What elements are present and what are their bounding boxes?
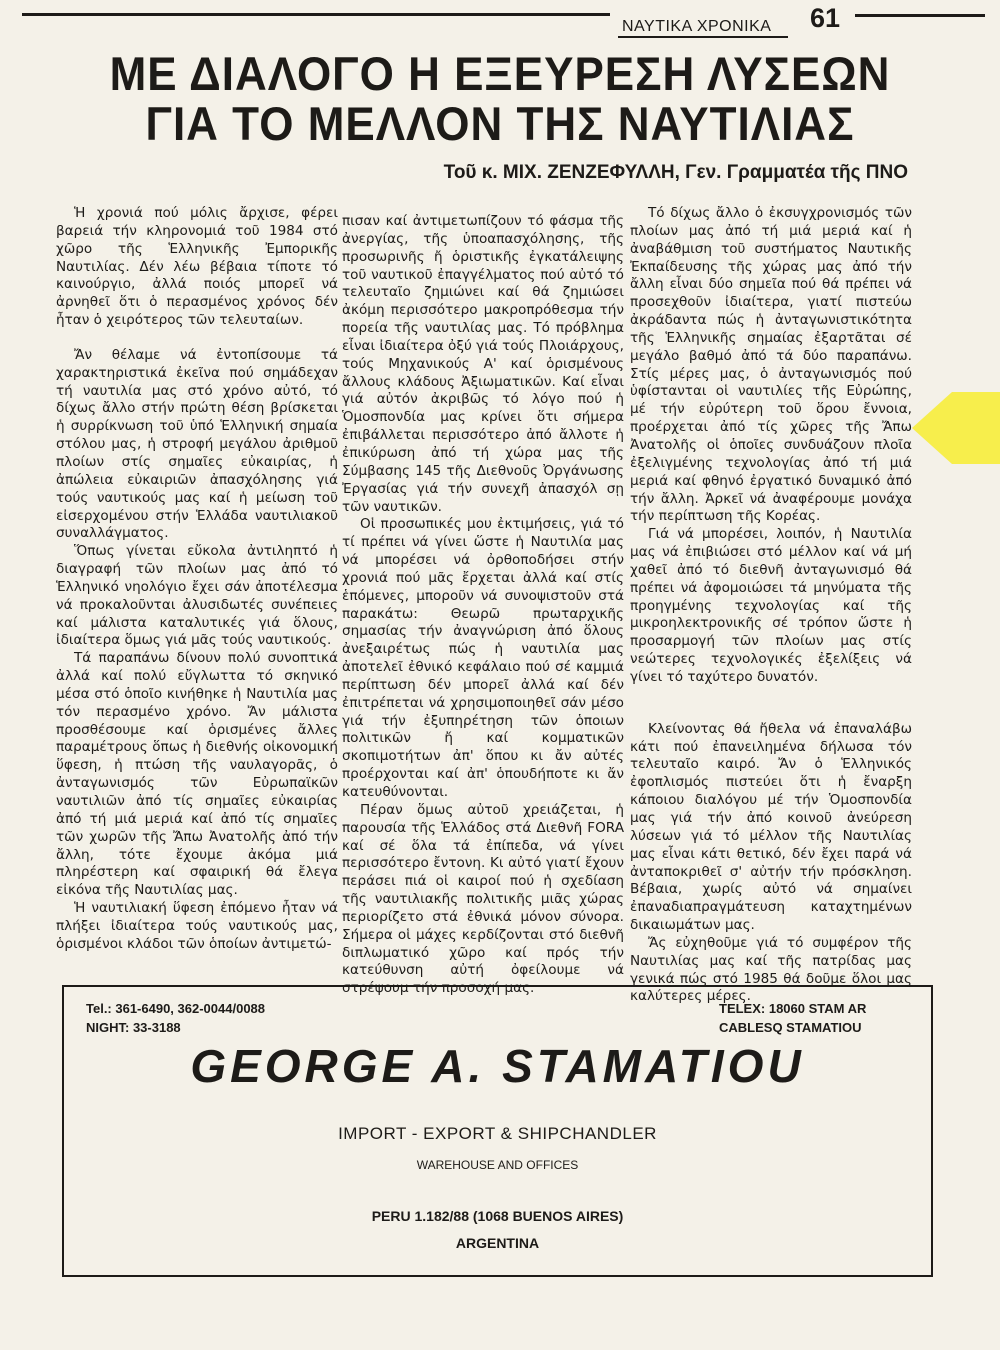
publication-name: ΝΑΥΤΙΚΑ ΧΡΟΝΙΚΑ	[622, 18, 772, 35]
ad-telephone: Tel.: 361-6490, 362-0044/0088	[86, 1001, 266, 1016]
ad-telex: TELEX: 18060 STAM AR	[719, 1001, 867, 1016]
paragraph: Οἱ προσωπικές μου ἐκτιμήσεις, γιά τό τί πρέπει νά γίνει ὥστε ἡ Ναυτιλία μας νά μπορέσει νά ὀρθοποδήσει στήν χρονιά πού μᾶς ἔρχεται ἀλλά καί στίς ἑπόμενες, μποροῦν νά συνοψιστοῦν στά παρακάτω: Θεωρῶ πρωταρχικῆς σημασίας τήν ἀναγνώριση ἀπό ὅλους ἀνεξαιρέτως πώς ἡ ναυτιλία μας ἀποτελεῖ ἐθνικό κεφάλαιο πού σέ καμμιά περίπτωση δέν μπορεῖ ἀλλά καί δέν ἐπιτρέπεται νά χρησιμοποιηθεῖ σάν μέσο γιά τήν ἐξυπηρέτηση τῶν ὁποιων πολιτικῶν ἤ καί κομματικῶν σκοπιμοτήτων ἀπ' ὅπου κι ἄν αὐτές προέρχονται καί ἀπ' ὁπουδήποτε κι ἄν κατευθύνονται.	[342, 516, 624, 800]
header-rule-right	[855, 14, 985, 17]
paragraph: Πέραν ὅμως αὐτοῦ χρειάζεται, ἡ παρουσία τῆς Ἑλλάδος στά Διεθνῆ FORA καί σέ ὅλα τά ἐπίπεδα, νά γίνει περισσότερο ἔντονη. Κι αὐτό γιατί ἔχουν περάσει πιά οἱ καιροί πού ἡ σχεδίαση τῆς ναυτιλιακῆς πολιτικῆς μιᾶς χώρας περιορίζετο στά ἐθνικά μόνον σύνορα. Σήμερα οἱ μάχες κερδίζονται στό διεθνῆ διπλωματικό χῶρο καί πρός τήν κατεύθυνση αὐτή ὀφείλουμε νά στρέψουμ τήν προσοχή μας.	[342, 801, 624, 997]
paragraph: Ἡ χρονιά πού μόλις ἄρχισε, φέρει βαρειά τήν κληρονομιά τοῦ 1984 στό χῶρο τῆς Ἑλληνικῆς Ἐμπορικῆς Ναυτιλίας. Δέν λέω βέβαια τίποτε τό καινούργιο, ἀλλά ποιός μπορεῖ νά ἀρνηθεῖ ὅτι ὁ περασμένος χρόνος δέν ἦταν ὁ χειρότερος τῶν τελευταίων.	[56, 205, 338, 329]
paragraph: πισαν καί ἀντιμετωπίζουν τό φάσμα τῆς ἀνεργίας, τῆς ὑποαπασχόλησης, τῆς προσωρινῆς ἤ ὁριστικῆς ἐγκατάλειψης τοῦ ναυτικοῦ ἐπαγγέλματος πού αὐτό τό τελευταῖο ζημιώνει καί θά ζημιώσει ἀκόμη περισσότερο μακροπρόθεσμα τήν πορεία τῆς ναυτιλίας μας. Τό πρόβλημα εἶναι ἰδιαίτερα ὀξύ γιά τούς Πλοιάρχους, τούς Μηχανικούς Α' καί ὁρισμένους ἄλλους κλάδους Ἀξιωματικῶν. Καί εἶναι γιά αὐτόν ἀκριβῶς τό λόγο πού ἡ Ὁμοσπονδία μας κρίνει ὅτι σήμερα ἐπιβάλλεται περισσότερο ἀπό ἄλλοτε ἡ ἐπικύρωση ἀπό τή χώρα μας τῆς Σύμβασης 145 τῆς Διεθνοῦς Ὀργάνωσης Ἐργασίας γιά τήν συνεχῆ ἀπασχόλ σῃ τῶν ναυτικῶν.	[342, 213, 624, 515]
article-title	[60, 50, 940, 150]
paragraph: Ὅπως γίνεται εὔκολα ἀντιληπτό ἡ διαγραφή τῶν πλοίων μας ἀπό τό Ἑλληνικό νηολόγιο ἔχει σάν ἀποτέλεσμα νά προκαλοῦνται ἀλυσιδωτές συνέπειες καί μάλιστα καταλυτικές γιά ὅλους, ἰδιαίτερα ὅμως γιά μᾶς τούς ναυτικούς.	[56, 543, 338, 649]
ad-night-phone: NIGHT: 33-3188	[86, 1020, 181, 1035]
article-column-1	[56, 205, 338, 954]
paragraph: Ἄς εὐχηθοῦμε γιά τό συμφέρον τῆς Ναυτιλίας μας καί τῆς πατρίδας μας γενικά πώς στό 1985 θά δοῦμε ὅλοι μας καλύτερες μέρες.	[630, 934, 912, 1005]
paragraph: Ἡ ναυτιλιακή ὕφεση ἐπόμενο ἦταν νά πλήξει ἰδιαίτερα τούς ναυτικούς μας, ὁρισμένοι κλάδοι τῶν ὁποίων ἀντιμετώ-	[56, 900, 338, 952]
paragraph: Τό δίχως ἄλλο ὁ ἐκσυγχρονισμός τῶν πλοίων μας ἀπό τή μιά μεριά καί ἡ ἀναβάθμιση τοῦ συστήματος Ναυτικῆς Ἐκπαίδευσης τῆς χώρας μας ἀπό τήν ἄλλη εἶναι δύο σημεῖα πού θά πρέπει νά προσεχθοῦν ἰδιαίτερα, γιατί πιστεύω ἀκράδαντα πώς ἡ ἀνταγωνιστικότητα τῆς Ἑλληνικῆς σημαίας ἐξαρτᾶται σέ μεγάλο βαθμό ἀπό τά δύο παραπάνω. Στίς μέρες μας, ὁ ἀνταγωνισμός πού ὑφίστανται οἱ ναυτιλίες τῆς Εὐρώπης, μέ τήν εὐρύτερη τοῦ ὅρου ἔννοια, προέρχεται ἀπό τίς χῶρες τῆς Ἄπω Ἀνατολῆς οἱ ὁποῖες συνδυάζουν πλοῖα ἐξελιγμένης τεχνολογίας ἀπό τή μιά μεριά καί φθηνό ἐργατικό δυναμικό ἀπό τήν ἄλλη. Ἀρκεῖ νά ἀναφέρουμε μονάχα τήν περίπτωση τῆς Κορέας.	[630, 205, 912, 525]
page-number: 61	[810, 3, 841, 33]
advertisement-box	[62, 985, 933, 1277]
ad-facilities: WAREHOUSE AND OFFICES	[416, 1158, 579, 1172]
paragraph: Κλείνοντας θά ἤθελα νά ἐπαναλάβω κάτι πού ἐπανειλημένα δήλωσα τόν τελευταῖο καιρό. Ἄν ὁ Ἑλληνικός ἐφοπλισμός πιστεύει ὅτι ἡ ἔναρξη κάποιου διαλόγου μέ τήν Ὁμοσπονδία μας γιά τήν ἀπό κοινοῦ ἀνεύρεση λύσεων γιά τό μέλλον τῆς Ναυτιλίας μας εἶναι κάτι θετικό, δέν ἔχει παρά νά ἀνταποκριθεῖ σ' αὐτήν τήν πρόσκληση. Βέβαια, χωρίς αὐτό νά σημαίνει ἐπαναδιαπραγμάτευση καταχτημένων δικαιωμάτων μας.	[630, 720, 912, 934]
header-rule	[22, 13, 610, 16]
ad-address: PERU 1.182/88 (1068 BUENOS AIRES)	[371, 1208, 624, 1224]
header-underline	[618, 36, 788, 38]
ad-business-line: IMPORT - EXPORT & SHIPCHANDLER	[338, 1124, 657, 1143]
ad-country: ARGENTINA	[455, 1235, 540, 1251]
title-line-1: ΜΕ ΔΙΑΛΟΓΟ Η ΕΞΕΥΡΕΣΗ ΛΥΣΕΩΝ	[109, 48, 891, 101]
highlight-marker-icon	[912, 392, 1000, 464]
title-line-2: ΓΙΑ ΤΟ ΜΕΛΛΟΝ ΤΗΣ ΝΑΥΤΙΛΙΑΣ	[145, 98, 855, 151]
paragraph: Τά παραπάνω δίνουν πολύ συνοπτικά ἀλλά καί πολύ εὔγλωττα τό σκηνικό μέσα στό ὁποῖο κινήθηκε ἡ Ναυτιλία μας τόν περασμένο χρόνο. Ἄν μάλιστα προσθέσουμε καί ὁρισμένες ἄλλες παραμέτρους ὅπως ἡ διεθνής οἰκονομική ὕφεση, ἡ πτώση τῆς ναυλαγορᾶς, ὁ ἀνταγωνισμός τῶν Εὐρωπαϊκῶν ναυτιλιῶν ἀπό τίς σημαῖες εὐκαιρίας ἀπό τή μιά μεριά καί ἀπό τίς σημαῖες τῶν χωρῶν τῆς Ἄπω Ἀνατολῆς ἀπό τήν ἄλλη, τότε ἔχουμε ἀκόμα μιά πληρέστερη καί σφαιρική θά ἔλεγα εἰκόνα τῆς Ναυτιλίας μας.	[56, 650, 338, 899]
byline: Τοῦ κ. ΜΙΧ. ΖΕΝΖΕΦΥΛΛΗ, Γεν. Γραμματέα τῆς ΠΝΟ	[443, 162, 908, 183]
article-column-3	[630, 205, 912, 1006]
article-column-2	[342, 213, 624, 998]
ad-cable: CABLESQ STAMATIOU	[719, 1020, 862, 1035]
paragraph: Ἄν θέλαμε νά ἐντοπίσουμε τά χαρακτηριστικά ἐκεῖνα πού σημάδεχαν τή ναυτιλία μας στό χρόνο αὐτό, τό δίχως ἄλλο στήν πρώτη θέση βρίσκεται ἡ συρρίκνωση τοῦ ὑπό Ἑλληνική σημαία στόλου μας, ἡ στροφή μεγάλου ἀριθμοῦ πλοίων στίς σημαῖες εὐκαιρίας, ἡ ἀπώλεια εὐκαιριῶν ἀπασχόλησης γιά τούς ναυτικούς μας καί ἡ μείωση τοῦ εἰσερχομένου στήν Ἑλλάδα ναυτιλιακοῦ συναλλάγματος.	[56, 346, 338, 542]
ad-company-name: GEORGE A. STAMATIOU	[190, 1040, 805, 1092]
paragraph: Γιά νά μπορέσει, λοιπόν, ἡ Ναυτιλία μας νά ἐπιβιώσει στό μέλλον καί νά μή χαθεῖ ἀπό τό διεθνῆ ἀνταγωνισμό θά πρέπει νά ἀφομοιώσει τά μηνύματα τῆς προηγμένης τεχνολογίας καί τῆς μικροηλεκτρονικῆς σέ τρόπον ὥστε ἡ προσαρμογή τῶν πλοίων μας στίς νεώτερες τεχνολογικές ἐξελίξεις νά γίνει τό ταχύτερο δυνατόν.	[630, 526, 912, 685]
